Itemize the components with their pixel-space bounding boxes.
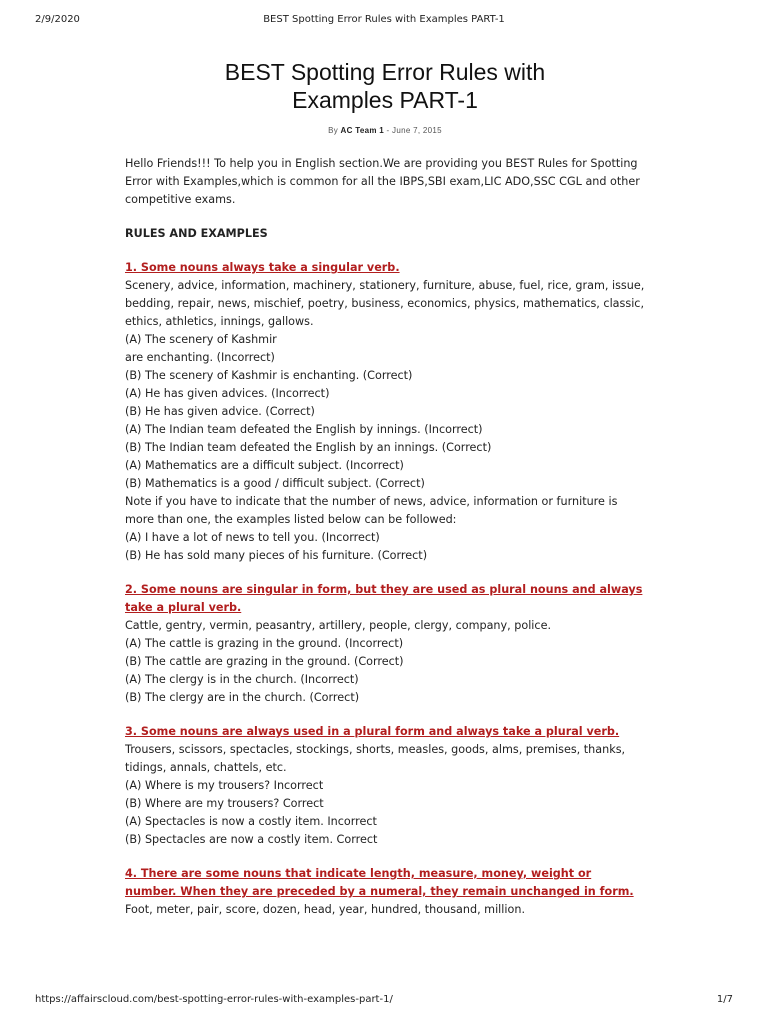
rule-2-line: Cattle, gentry, vermin, peasantry, artillery, people, clergy, company, police. xyxy=(125,619,552,632)
rule-3 xyxy=(125,723,645,849)
rule-4-title: 4. There are some nouns that indicate length, measure, money, weight or number. When they are preceded by a numeral, they remain unchanged in form. xyxy=(125,867,634,898)
byline-separator: - xyxy=(386,126,390,135)
rule-2-line: (A) The clergy is in the church. (Incorrect) xyxy=(125,673,359,686)
intro-paragraph: Hello Friends!!! To help you in English section.We are providing you BEST Rules for Spotting Error with Examples,which is common for all the IBPS,SBI exam,LIC ADO,SSC CGL and other competitive exams. xyxy=(125,157,640,206)
rule-1-line: are enchanting. (Incorrect) xyxy=(125,351,275,364)
article xyxy=(125,58,645,924)
rule-3-line: (B) Where are my trousers? Correct xyxy=(125,797,324,810)
rule-2 xyxy=(125,581,645,707)
title-line-1: BEST Spotting Error Rules with xyxy=(224,59,546,85)
rule-1-line: (B) The Indian team defeated the English by an innings. (Correct) xyxy=(125,441,492,454)
byline xyxy=(125,126,645,135)
rule-2-line: (B) The cattle are grazing in the ground. (Correct) xyxy=(125,655,404,668)
rule-1-line: (B) Mathematics is a good / difficult subject. (Correct) xyxy=(125,477,425,490)
rule-1-line: (B) He has sold many pieces of his furniture. (Correct) xyxy=(125,549,428,562)
print-title: BEST Spotting Error Rules with Examples PART-1 xyxy=(263,14,505,25)
print-footer xyxy=(0,994,768,1008)
rule-1-line: (A) The Indian team defeated the English by innings. (Incorrect) xyxy=(125,423,483,436)
rule-1-line: (A) Mathematics are a difficult subject. (Incorrect) xyxy=(125,459,404,472)
rule-1-line: Note if you have to indicate that the number of news, advice, information or furniture is more than one, the examples listed below can be followed: xyxy=(125,495,618,526)
page-url[interactable]: https://affairscloud.com/best-spotting-error-rules-with-examples-part-1/ xyxy=(35,994,393,1005)
article-content xyxy=(125,155,645,919)
rule-1-line: (B) The scenery of Kashmir is enchanting. (Correct) xyxy=(125,369,413,382)
title-line-2: Examples PART-1 xyxy=(292,87,478,113)
rule-2-title: 2. Some nouns are singular in form, but they are used as plural nouns and always take a plural verb. xyxy=(125,583,643,614)
byline-date: June 7, 2015 xyxy=(392,126,442,135)
rule-2-line: (A) The cattle is grazing in the ground. (Incorrect) xyxy=(125,637,404,650)
byline-author[interactable]: AC Team 1 xyxy=(340,126,385,135)
rule-1-line: (A) He has given advices. (Incorrect) xyxy=(125,387,330,400)
rule-1-line: (B) He has given advice. (Correct) xyxy=(125,405,315,418)
rule-1-line: Scenery, advice, information, machinery, stationery, furniture, abuse, fuel, rice, gram, issue, bedding, repair, news, mischief, poetry, business, economics, physics, mathematics, classic, ethics, athletics, innings, gallows. xyxy=(125,279,645,328)
rule-2-line: (B) The clergy are in the church. (Correct) xyxy=(125,691,360,704)
print-date: 2/9/2020 xyxy=(35,14,80,25)
rule-3-line: (A) Where is my trousers? Incorrect xyxy=(125,779,324,792)
rule-3-line: (B) Spectacles are now a costly item. Correct xyxy=(125,833,378,846)
rule-3-title: 3. Some nouns are always used in a plural form and always take a plural verb. xyxy=(125,725,620,738)
rule-4 xyxy=(125,865,645,919)
article-title xyxy=(125,58,645,114)
rule-1-line: (A) The scenery of Kashmir xyxy=(125,333,277,346)
page-number: 1/7 xyxy=(716,994,733,1005)
byline-by: By xyxy=(328,126,339,135)
rule-3-line: (A) Spectacles is now a costly item. Incorrect xyxy=(125,815,377,828)
rules-heading: RULES AND EXAMPLES xyxy=(125,227,268,240)
rule-1-title: 1. Some nouns always take a singular verb. xyxy=(125,261,400,274)
rule-4-line: Foot, meter, pair, score, dozen, head, year, hundred, thousand, million. xyxy=(125,903,526,916)
rule-3-line: Trousers, scissors, spectacles, stockings, shorts, measles, goods, alms, premises, thanks, tidings, annals, chattels, etc. xyxy=(125,743,626,774)
rule-1-line: (A) I have a lot of news to tell you. (Incorrect) xyxy=(125,531,380,544)
print-header xyxy=(0,14,768,28)
rule-1 xyxy=(125,259,645,565)
